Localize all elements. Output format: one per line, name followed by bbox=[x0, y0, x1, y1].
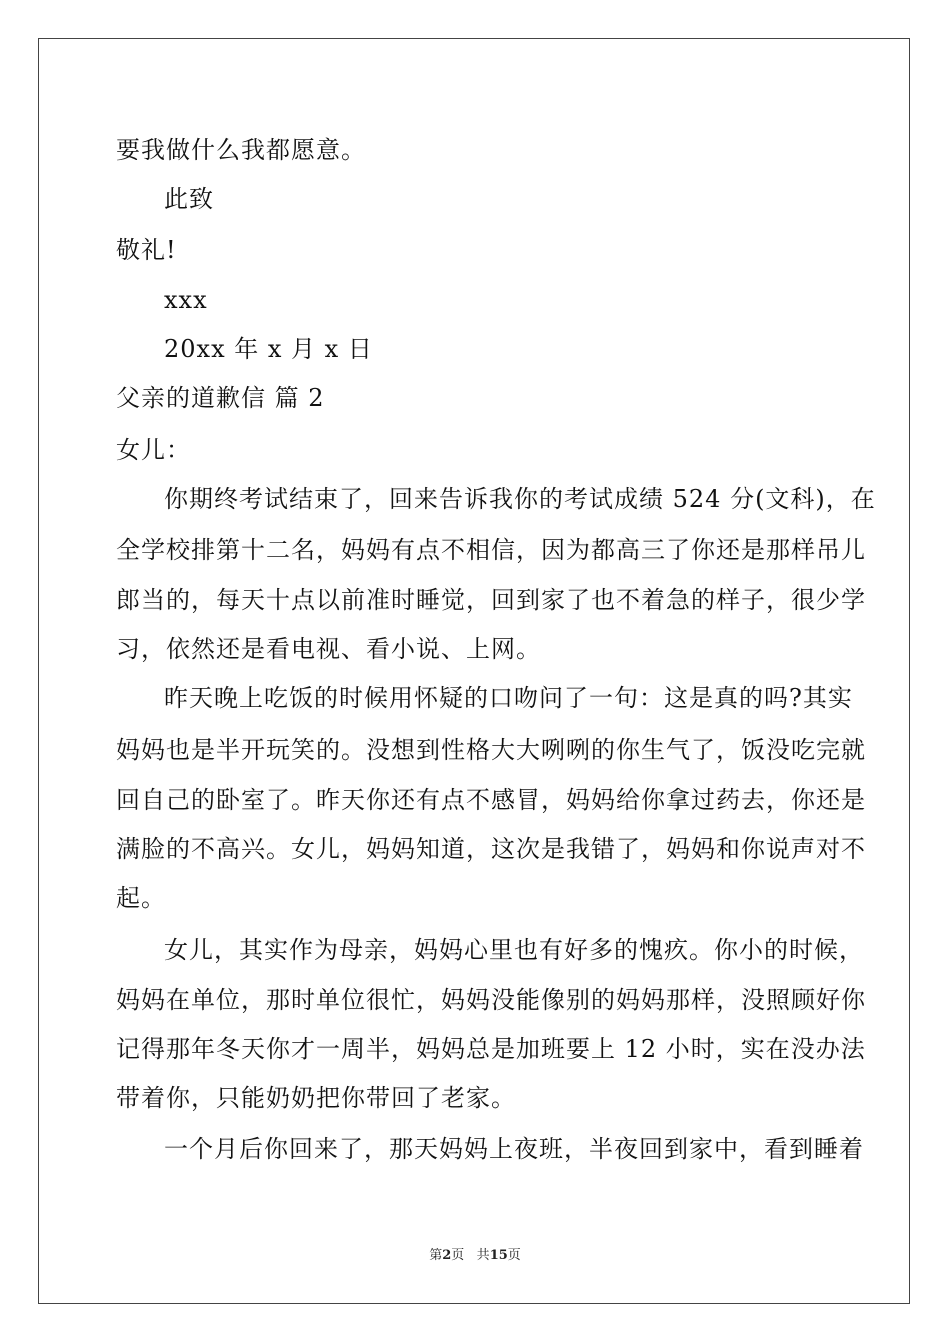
text-line: 20xx 年 x 月 x 日 bbox=[164, 335, 373, 363]
text-line: 敬礼! bbox=[116, 236, 177, 264]
text-line: 一个月后你回来了，那天妈妈上夜班，半夜回到家中，看到睡着 bbox=[164, 1135, 864, 1163]
text-line: 女儿： bbox=[116, 436, 191, 464]
text-line: 昨天晚上吃饭的时候用怀疑的口吻问了一句：这是真的吗?其实 bbox=[164, 684, 853, 712]
text-line: 女儿，其实作为母亲，妈妈心里也有好多的愧疚。你小的时候， bbox=[164, 936, 864, 964]
text-line: 郎当的，每天十点以前准时睡觉，回到家了也不着急的样子，很少学 bbox=[116, 586, 866, 614]
total-prefix: 共 bbox=[476, 1248, 490, 1263]
text-line: 回自己的卧室了。昨天你还有点不感冒，妈妈给你拿过药去，你还是 bbox=[116, 786, 866, 814]
text-line: 要我做什么我都愿意。 bbox=[116, 136, 366, 164]
total-suffix: 页 bbox=[507, 1248, 521, 1263]
page-prefix: 第 bbox=[429, 1248, 443, 1263]
text-line: 习，依然还是看电视、看小说、上网。 bbox=[116, 635, 541, 663]
page-suffix: 页 bbox=[451, 1248, 465, 1263]
text-line: 你期终考试结束了，回来告诉我你的考试成绩 524 分(文科)，在 bbox=[164, 485, 876, 513]
page-number: 2 bbox=[442, 1248, 452, 1263]
text-line: 满脸的不高兴。女儿，妈妈知道，这次是我错了，妈妈和你说声对不 bbox=[116, 835, 866, 863]
text-line: 带着你，只能奶奶把你带回了老家。 bbox=[116, 1084, 516, 1112]
text-line: 此致 bbox=[164, 185, 214, 213]
text-line: 妈妈也是半开玩笑的。没想到性格大大咧咧的你生气了，饭没吃完就 bbox=[116, 736, 866, 764]
total-pages: 15 bbox=[489, 1248, 508, 1263]
text-line: 父亲的道歉信 篇 2 bbox=[116, 384, 325, 412]
text-line: 记得那年冬天你才一周半，妈妈总是加班要上 12 小时，实在没办法 bbox=[116, 1035, 866, 1063]
text-line: 全学校排第十二名，妈妈有点不相信，因为都高三了你还是那样吊儿 bbox=[116, 536, 866, 564]
text-line: xxx bbox=[164, 286, 208, 314]
text-line: 妈妈在单位，那时单位很忙，妈妈没能像别的妈妈那样，没照顾好你 bbox=[116, 986, 866, 1014]
text-line: 起。 bbox=[116, 884, 166, 912]
page-footer bbox=[0, 1247, 950, 1265]
